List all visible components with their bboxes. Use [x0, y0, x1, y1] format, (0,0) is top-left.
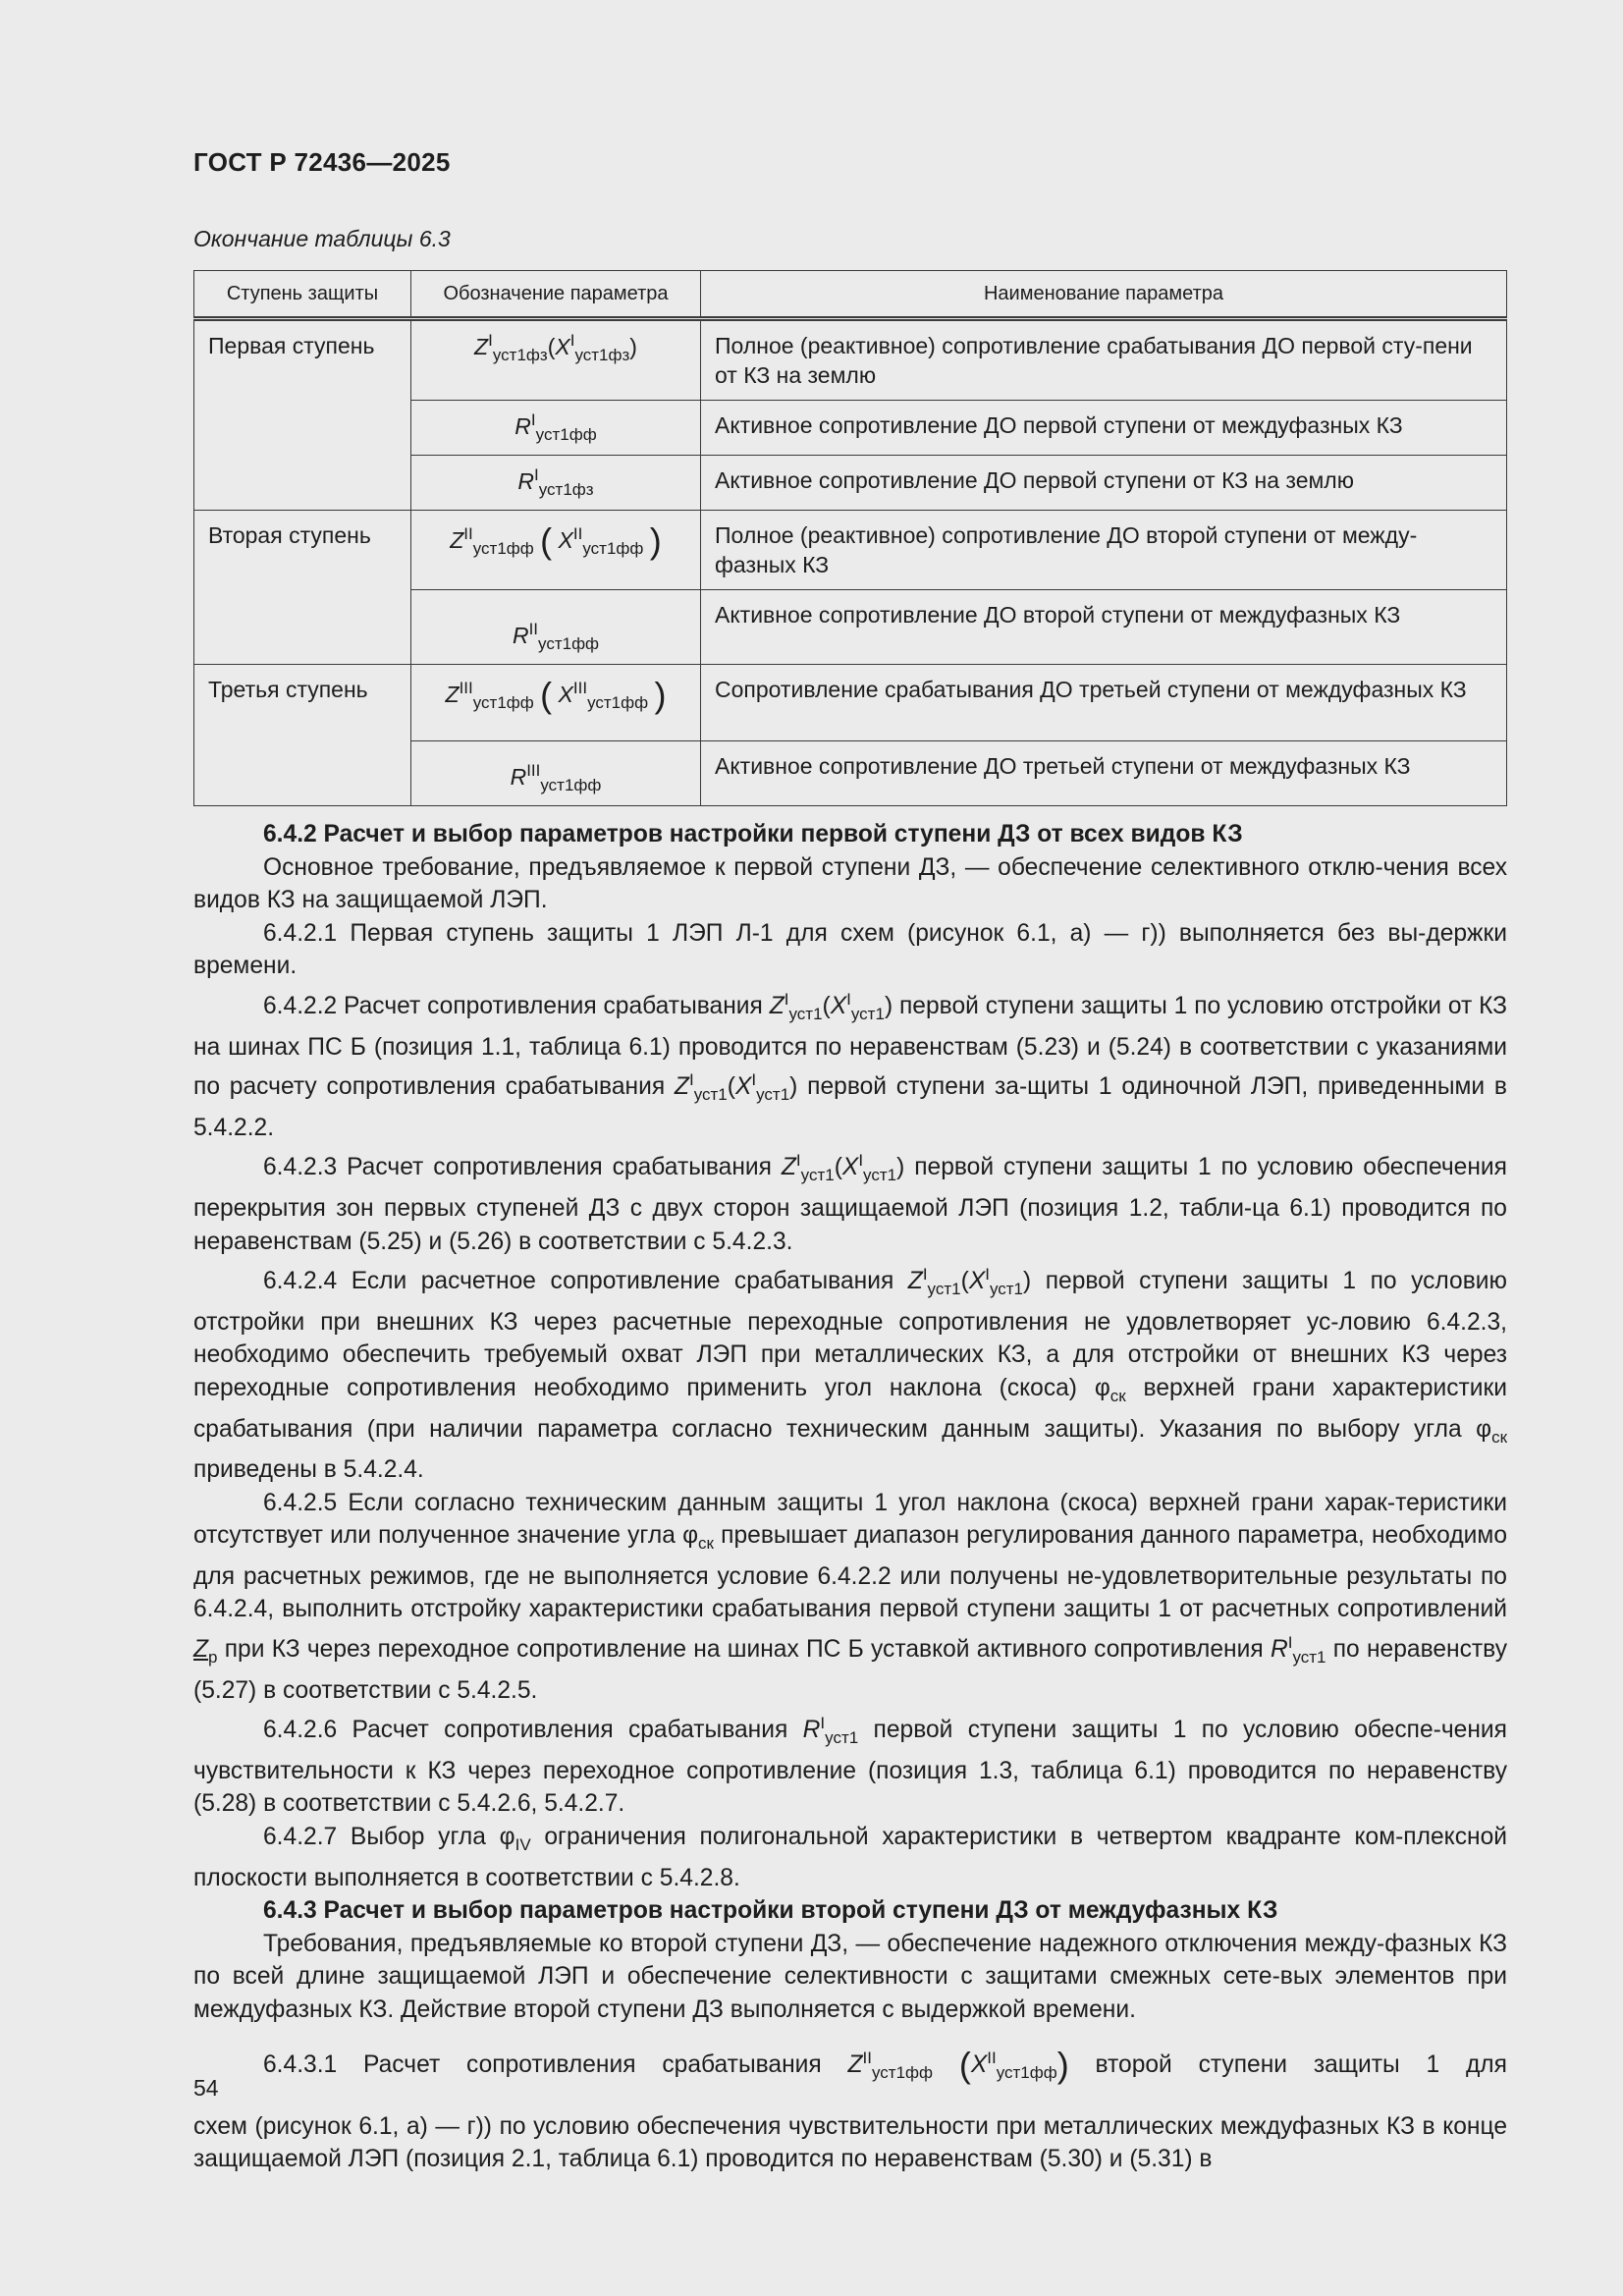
column-header: Ступень защиты: [194, 271, 411, 319]
paragraph: 6.4.2.6 Расчет сопротивления срабатывания $R^I_{уст1}$ первой ступени защиты 1 по условию обеспе-чения чувствительности к КЗ через переходное сопротивление (позиция 1.3, таблица 6.1) проводится по неравенству (5.28) в соответствии с 5.4.2.6, 5.4.2.7.: [193, 1714, 1507, 1818]
parameter-name: Полное (реактивное) сопротивление ДО второй ступени от между-фазных КЗ: [701, 511, 1507, 590]
document-header: ГОСТ Р 72436—2025: [193, 147, 451, 177]
paragraph: Требования, предъявляемые ко второй ступени ДЗ, — обеспечение надежного отключения между-фазных КЗ по всей длине защищаемой ЛЭП и обеспечение селективности с защитами смежных сете-вых элементов при междуфазных КЗ. Действие второй ступени ДЗ выполняется с выдержкой времени.: [193, 1930, 1507, 2023]
table-caption: Окончание таблицы 6.3: [193, 226, 451, 251]
parameter-name: Полное (реактивное) сопротивление срабатывания ДО первой сту-пени от КЗ на землю: [701, 319, 1507, 401]
parameter-symbol: $Z^{III}_{уст1фф}$ ( $X^{III}_{уст1фф}$ ): [411, 665, 701, 741]
parameter-name: Активное сопротивление ДО первой ступени от междуфазных КЗ: [701, 401, 1507, 456]
paragraph: 6.4.2.5 Если согласно техническим данным защиты 1 угол наклона (скоса) верхней грани харак-теристики отсутствует или полученное значение угла $\varphi_{ск}$ превышает диапазон регулирования данного параметра, необходимо для расчетных режимов, где не выполняется условие 6.4.2.2 или получены не-удовлетворительные результаты по 6.4.2.4, выполнить отстройку характеристики срабатывания первой ступени защиты 1 от расчетных сопротивлений $Z_р$ при КЗ через переходное сопротивление на шинах ПС Б уставкой активного сопротивления $R^I_{уст1}$ по неравенству (5.27) в соответствии с 5.4.2.5.: [193, 1489, 1508, 1704]
paragraph: 6.4.3.1 Расчет сопротивления срабатывания $Z^{II}_{уст1фф}$ $(X^{II}_{уст1фф})$ второй ступени защиты 1 для: [263, 2044, 1507, 2085]
paragraph: 6.4.2.3 Расчет сопротивления срабатывания $Z^I_{уст1}(X^I_{уст1})$ первой ступени защиты 1 по условию обеспечения перекрытия зон первых ступеней ДЗ с двух сторон защищаемой ЛЭП (позиция 1.2, табли-ца 6.1) проводится по неравенствам (5.25) и (5.26) в соответствии с 5.4.2.3.: [193, 1151, 1507, 1255]
paragraph: 6.4.2.2 Расчет сопротивления срабатывания $Z^I_{уст1}(X^I_{уст1})$ первой ступени защиты 1 по условию отстройки от КЗ на шинах ПС Б (позиция 1.1, таблица 6.1) проводится по неравенствам (5.23) и (5.24) в соответствии с указаниями по расчету сопротивления срабатывания $Z^I_{уст1}(X^I_{уст1})$ первой ступени за-щиты 1 одиночной ЛЭП, приведенными в 5.4.2.2.: [193, 989, 1507, 1141]
parameter-name: Активное сопротивление ДО третьей ступени от междуфазных КЗ: [701, 741, 1507, 806]
paragraph: Основное требование, предъявляемое к первой ступени ДЗ, — обеспечение селективного отклю-чения всех видов КЗ на защищаемой ЛЭП.: [193, 853, 1507, 914]
stage-cell: Вторая ступень: [194, 511, 411, 665]
page-number: 54: [193, 2075, 219, 2101]
paragraph: схем (рисунок 6.1, а) — г)) по условию обеспечения чувствительности при металлических междуфазных КЗ в конце защищаемой ЛЭП (позиция 2.1, таблица 6.1) проводится по неравенствам (5.30) и (5.31) в: [193, 2112, 1507, 2173]
paragraph: 6.4.2.4 Если расчетное сопротивление срабатывания $Z^I_{уст1}(X^I_{уст1})$ первой ступени защиты 1 по условию отстройки при внешних КЗ через расчетные переходные сопротивления не удовлетворяет ус-ловию 6.4.2.3, необходимо обеспечить требуемый охват ЛЭП при металлических КЗ, а для отстройки от внешних КЗ через переходные сопротивления необходимо применить угол наклона (скоса) $\varphi_{ск}$ верхней грани характеристики срабатывания (при наличии параметра согласно техническим данным защиты). Указания по выбору угла $\varphi_{ск}$ приведены в 5.4.2.4.: [193, 1265, 1507, 1484]
parameter-name: Сопротивление срабатывания ДО третьей ступени от междуфазных КЗ: [701, 665, 1507, 741]
parameter-name: Активное сопротивление ДО второй ступени от междуфазных КЗ: [701, 590, 1507, 665]
section-heading: 6.4.2 Расчет и выбор параметров настройки первой ступени ДЗ от всех видов КЗ: [263, 821, 1243, 847]
table-header-row: [194, 271, 1507, 319]
parameter-symbol: $Z^{II}_{уст1фф}$ ( $X^{II}_{уст1фф}$ ): [411, 511, 701, 590]
parameter-symbol: $R^I_{уст1фз}$: [411, 456, 701, 511]
parameters-table: [193, 270, 1507, 806]
parameter-name: Активное сопротивление ДО первой ступени от КЗ на землю: [701, 456, 1507, 511]
paragraph: 6.4.2.1 Первая ступень защиты 1 ЛЭП Л-1 для схем (рисунок 6.1, а) — г)) выполняется без вы-держки времени.: [193, 919, 1507, 980]
stage-cell: Третья ступень: [194, 665, 411, 806]
column-header: Обозначение параметра: [411, 271, 701, 319]
body-text: [193, 818, 1507, 2176]
stage-cell: Первая ступень: [194, 319, 411, 511]
table-row: [194, 319, 1507, 401]
column-header: Наименование параметра: [701, 271, 1507, 319]
table-row: [194, 511, 1507, 590]
table-row: [194, 665, 1507, 741]
parameter-symbol: $R^{II}_{уст1фф}$: [411, 590, 701, 665]
parameter-symbol: $R^I_{уст1фф}$: [411, 401, 701, 456]
parameter-symbol: $R^{III}_{уст1фф}$: [411, 741, 701, 806]
parameter-symbol: $Z^I_{уст1фз}(X^I_{уст1фз})$: [411, 319, 701, 401]
section-heading: 6.4.3 Расчет и выбор параметров настройки второй ступени ДЗ от междуфазных КЗ: [263, 1897, 1278, 1925]
paragraph: 6.4.2.7 Выбор угла $\varphi_{IV}$ ограничения полигональной характеристики в четвертом квадранте ком-плексной плоскости выполняется в соответствии с 5.4.2.8.: [193, 1824, 1507, 1891]
